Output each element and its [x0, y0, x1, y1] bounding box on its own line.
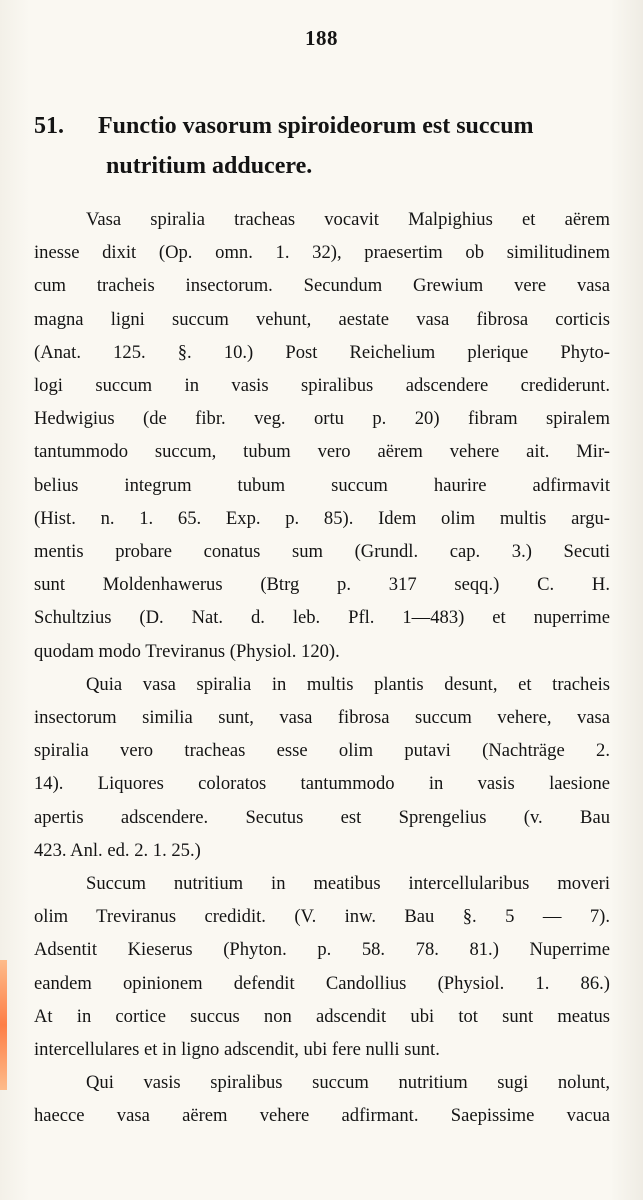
text-line: Quia vasa spiralia in multis plantis desunt, et tracheis [86, 673, 610, 695]
text-line: 14). Liquores coloratos tantummodo in vasis laesione [34, 773, 610, 795]
paragraph-2 [34, 668, 610, 867]
text-line: quodam modo Treviranus (Physiol. 120). [34, 640, 340, 662]
text-line: olim Treviranus credidit. (V. inw. Bau §. 5 — 7). [34, 906, 610, 928]
section-title-line-1: Functio vasorum spiroideorum est succum [98, 113, 534, 139]
text-line: apertis adscendere. Secutus est Sprengelius (v. Bau [34, 806, 610, 828]
text-line: (Anat. 125. §. 10.) Post Reichelium plerique Phyto- [34, 341, 610, 363]
text-line: haecce vasa aërem vehere adfirmant. Saepissime vacua [34, 1105, 610, 1127]
section-heading [34, 106, 614, 186]
text-line: tantummodo succum, tubum vero aërem vehere ait. Mir- [34, 441, 610, 463]
page-edge-highlight [0, 960, 7, 1090]
text-line: (Hist. n. 1. 65. Exp. p. 85). Idem olim multis argu- [34, 507, 610, 529]
text-line: insectorum similia sunt, vasa fibrosa succum vehere, vasa [34, 707, 610, 729]
section-title-line-2: nutritium adducere. [106, 153, 313, 179]
text-line: Qui vasis spiralibus succum nutritium sugi nolunt, [86, 1072, 610, 1094]
paragraph-3 [34, 867, 610, 1066]
text-line: eandem opinionem defendit Candollius (Physiol. 1. 86.) [34, 972, 610, 994]
paragraph-4 [34, 1066, 610, 1132]
text-line: spiralia vero tracheas esse olim putavi (Nachträge 2. [34, 740, 610, 762]
paragraph-1 [34, 203, 610, 668]
text-line: Adsentit Kieserus (Phyton. p. 58. 78. 81.) Nuperrime [34, 939, 610, 961]
text-line: inesse dixit (Op. omn. 1. 32), praesertim ob similitudinem [34, 242, 610, 264]
text-line: intercellulares et in ligno adscendit, ubi fere nulli sunt. [34, 1039, 440, 1061]
text-line: Schultzius (D. Nat. d. leb. Pfl. 1—483) et nuperrime [34, 607, 610, 629]
text-line: At in cortice succus non adscendit ubi tot sunt meatus [34, 1005, 610, 1027]
text-line: Hedwigius (de fibr. veg. ortu p. 20) fibram spiralem [34, 408, 610, 430]
body-text [34, 203, 610, 1133]
text-line: cum tracheis insectorum. Secundum Grewium vere vasa [34, 275, 610, 297]
text-line: magna ligni succum vehunt, aestate vasa fibrosa corticis [34, 308, 610, 330]
section-number: 51. [34, 113, 64, 139]
page-number: 188 [305, 26, 338, 50]
text-line: logi succum in vasis spiralibus adscendere crediderunt. [34, 375, 610, 397]
text-line: Succum nutritium in meatibus intercellularibus moveri [86, 873, 610, 895]
text-line: Vasa spiralia tracheas vocavit Malpighius et aërem [86, 209, 610, 230]
text-line: mentis probare conatus sum (Grundl. cap. 3.) Secuti [34, 541, 610, 563]
text-line: sunt Moldenhawerus (Btrg p. 317 seqq.) C. H. [34, 574, 610, 596]
text-line: 423. Anl. ed. 2. 1. 25.) [34, 839, 201, 861]
text-line: belius integrum tubum succum haurire adfirmavit [34, 474, 610, 496]
section-heading-line-1 [34, 106, 614, 146]
